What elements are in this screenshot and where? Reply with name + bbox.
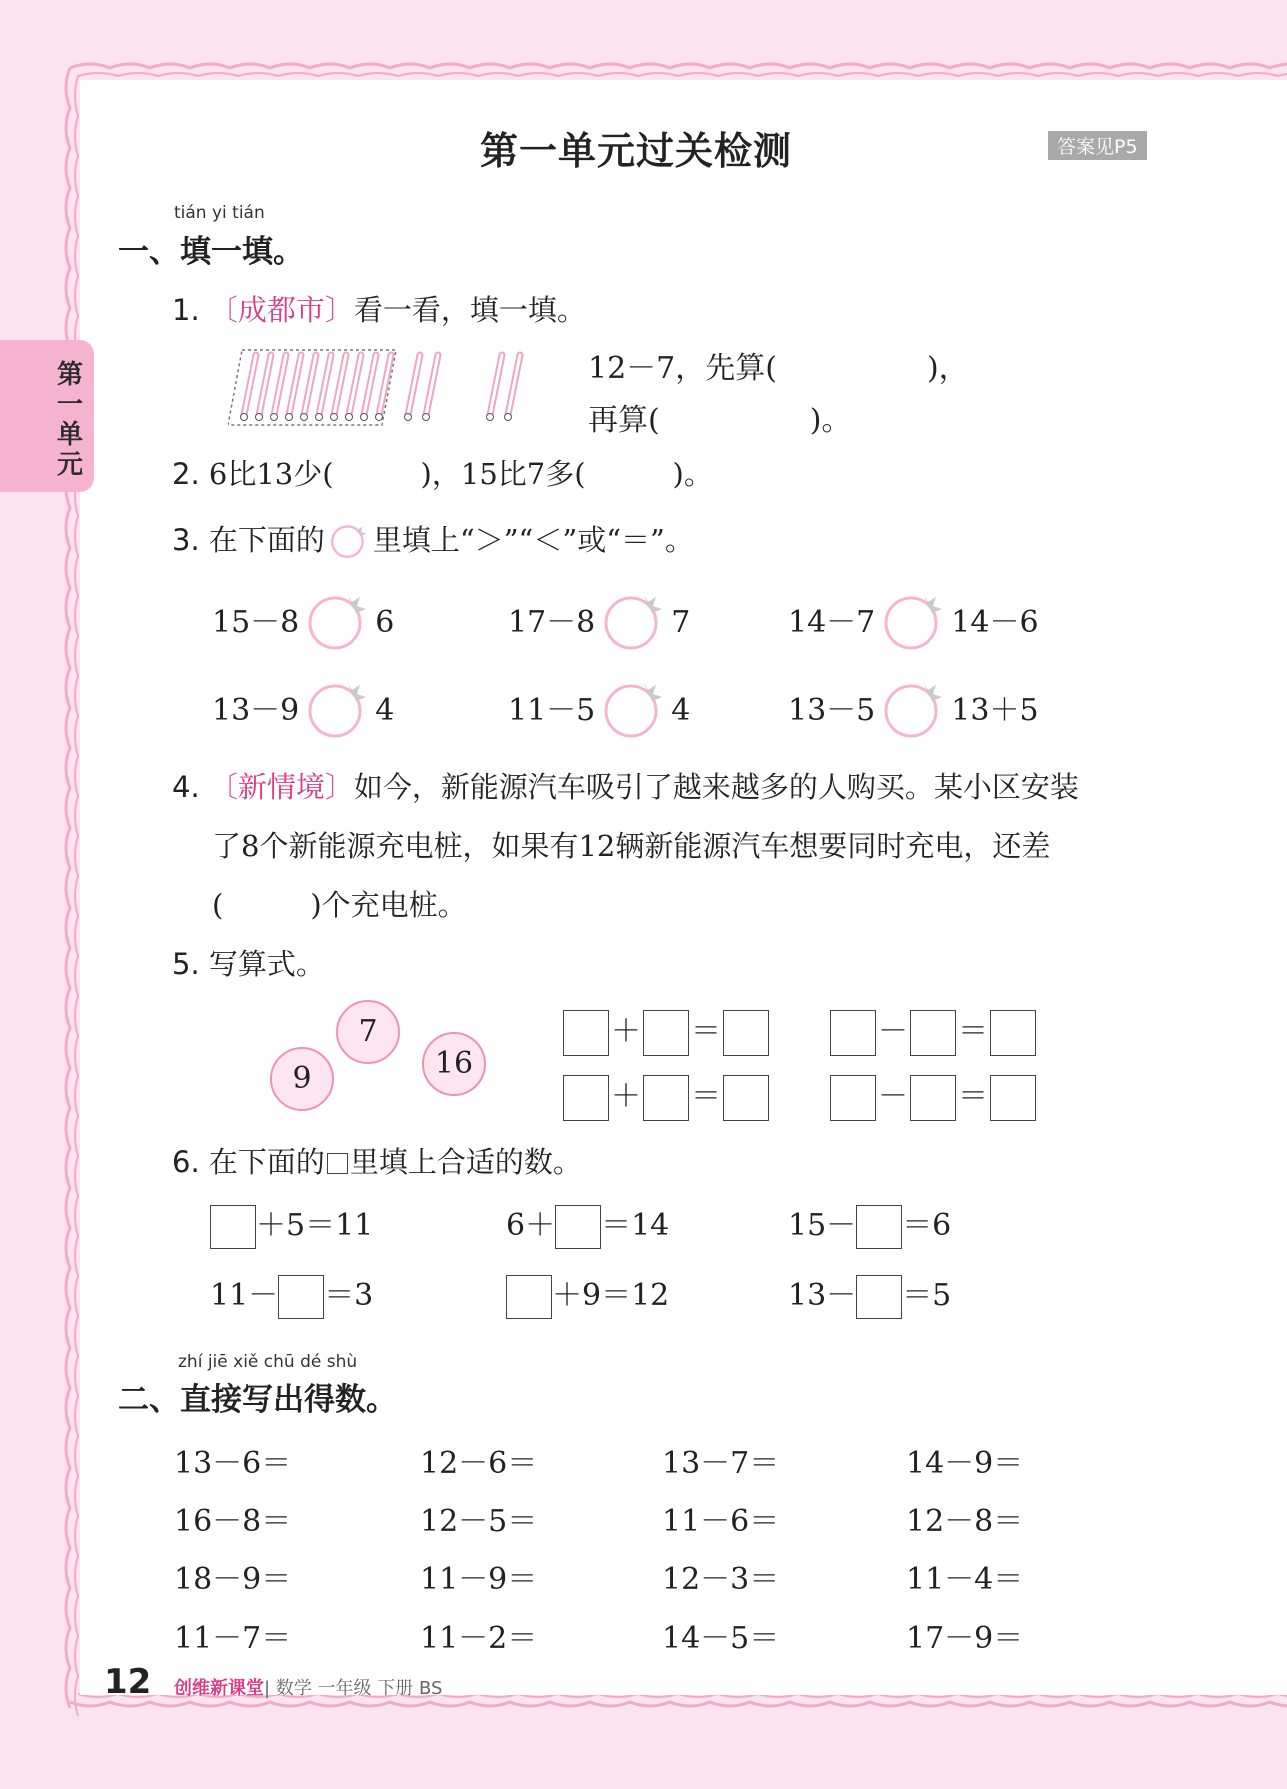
page-title: 第一单元过关检测 (480, 129, 793, 173)
counting-stick (316, 355, 332, 421)
compare-item (212, 678, 394, 738)
operator: － (878, 1079, 908, 1114)
calc-item: 11－4＝ (906, 1562, 1024, 1597)
q2-number: 2. (172, 457, 200, 491)
q1-tag: 〔成都市〕 (208, 293, 354, 327)
calc-item: 12－6＝ (420, 1446, 538, 1481)
counting-stick (256, 355, 272, 421)
q3-prompt (172, 518, 694, 560)
compare-left: 13－5 (788, 693, 876, 728)
counting-stick (361, 355, 377, 421)
q6-text-b: 里填上合适的数。 (349, 1145, 582, 1179)
answer-box[interactable] (643, 1075, 689, 1121)
q1-text: 看一看，填一填。 (353, 293, 586, 327)
answer-box[interactable] (506, 1275, 552, 1319)
counting-stick (505, 355, 521, 421)
fill-equation (210, 1270, 373, 1319)
calc-item: 12－8＝ (906, 1504, 1024, 1539)
compare-right: 4 (671, 693, 691, 728)
sticks-illustration (228, 345, 538, 430)
number-bubble: 9 (270, 1047, 334, 1111)
number-bubble: 16 (422, 1032, 486, 1096)
operator: ＝ (958, 1079, 988, 1114)
counting-stick (405, 355, 421, 421)
q4-text-line1: 如今，新能源汽车吸引了越来越多的人购买。某小区安装 (353, 770, 1079, 804)
number-bubble: 7 (336, 1000, 400, 1064)
fill-equation (210, 1200, 373, 1249)
equation-suffix: ＋5＝11 (256, 1208, 374, 1243)
section1-pinyin: tián yi tián (174, 203, 265, 223)
fill-equation (506, 1270, 669, 1319)
q3-number: 3. (172, 523, 200, 557)
compare-left: 14－7 (788, 605, 876, 640)
answer-box[interactable] (278, 1275, 324, 1319)
q6-number: 6. (172, 1145, 200, 1179)
blank-equation (563, 1071, 769, 1121)
counting-stick (241, 355, 257, 421)
compare-left: 13－9 (212, 693, 300, 728)
equation-prefix: 13－ (788, 1278, 857, 1313)
equation-suffix: ＋9＝12 (552, 1278, 670, 1313)
q4-line1 (172, 765, 1079, 806)
compare-item (508, 590, 690, 650)
calc-item: 14－9＝ (906, 1446, 1024, 1481)
answer-box[interactable] (830, 1075, 876, 1121)
compare-ring-blank[interactable] (883, 678, 943, 738)
q4-line3: ( )个充电桩。 (212, 888, 467, 922)
fill-equation (506, 1200, 669, 1249)
compare-ring-blank[interactable] (307, 590, 367, 650)
answer-box[interactable] (723, 1010, 769, 1056)
operator: ＝ (958, 1014, 988, 1049)
calc-item: 11－9＝ (420, 1562, 538, 1597)
answer-box[interactable] (723, 1075, 769, 1121)
answer-box[interactable] (563, 1075, 609, 1121)
q4-line2: 了8个新能源充电桩，如果有12辆新能源汽车想要同时充电，还差 (212, 829, 1051, 863)
counting-stick (271, 355, 287, 421)
answer-reference-badge: 答案见P5 (1048, 131, 1147, 160)
calc-item: 17－9＝ (906, 1621, 1024, 1656)
section1-heading: 一、填一填。 (118, 234, 304, 270)
counting-stick (331, 355, 347, 421)
equation-suffix: ＝6 (902, 1208, 952, 1243)
q5-number: 5. (172, 947, 200, 981)
compare-left: 17－8 (508, 605, 596, 640)
q6-prompt (172, 1140, 582, 1181)
q4-tag: 〔新情境〕 (208, 770, 354, 804)
answer-box[interactable] (830, 1010, 876, 1056)
footer-rest: | 数学 一年级 下册 BS (264, 1678, 443, 1699)
q6-text-a: 在下面的 (208, 1145, 325, 1179)
q3-text-a: 在下面的 (208, 523, 325, 557)
counting-stick (346, 355, 362, 421)
q2-text: 6比13少( )，15比7多( )。 (208, 457, 713, 491)
compare-ring-blank[interactable] (883, 590, 943, 650)
answer-box[interactable] (210, 1205, 256, 1249)
page-number: 12 (104, 1662, 152, 1702)
inline-ring-icon (329, 520, 369, 560)
compare-right: 13＋5 (951, 693, 1039, 728)
operator: － (878, 1014, 908, 1049)
equation-prefix: 11－ (210, 1278, 279, 1313)
compare-right: 7 (671, 605, 691, 640)
calc-item: 11－7＝ (174, 1621, 292, 1656)
calc-item: 13－7＝ (662, 1446, 780, 1481)
counting-stick (301, 355, 317, 421)
calc-item: 16－8＝ (174, 1504, 292, 1539)
calc-item: 14－5＝ (662, 1621, 780, 1656)
q5-text: 写算式。 (208, 947, 325, 981)
equation-suffix: ＝14 (601, 1208, 670, 1243)
footer-brand: 创维新课堂 (174, 1678, 264, 1699)
compare-right: 6 (375, 605, 395, 640)
calc-item: 11－2＝ (420, 1621, 538, 1656)
answer-box[interactable] (856, 1275, 902, 1319)
compare-left: 11－5 (508, 693, 596, 728)
counting-stick (487, 355, 503, 421)
compare-item (788, 678, 1039, 738)
compare-item (212, 590, 394, 650)
fill-equation (788, 1200, 951, 1249)
blank-equation (830, 1071, 1036, 1121)
operator: ＝ (691, 1079, 721, 1114)
answer-box[interactable] (910, 1075, 956, 1121)
fill-equation (788, 1270, 951, 1319)
compare-right: 4 (375, 693, 395, 728)
blank-equation (830, 1006, 1036, 1056)
q1-line2: 再算( )。 (588, 403, 852, 438)
compare-item (788, 590, 1039, 650)
inline-box-icon (327, 1153, 348, 1174)
equation-suffix: ＝3 (324, 1278, 374, 1313)
answer-box[interactable] (990, 1010, 1036, 1056)
side-chapter-tab-label: 第一单元 (56, 360, 83, 480)
calc-item: 12－3＝ (662, 1562, 780, 1597)
operator: ＋ (611, 1014, 641, 1049)
operator: ＋ (611, 1079, 641, 1114)
equation-prefix: 15－ (788, 1208, 857, 1243)
calc-item: 13－6＝ (174, 1446, 292, 1481)
compare-ring-blank[interactable] (603, 678, 663, 738)
calc-item: 12－5＝ (420, 1504, 538, 1539)
q4-number: 4. (172, 770, 200, 804)
q2-prompt (172, 452, 713, 493)
footer-info (174, 1674, 442, 1700)
compare-right: 14－6 (951, 605, 1039, 640)
q1-number: 1. (172, 293, 200, 327)
compare-ring-blank[interactable] (603, 590, 663, 650)
counting-stick (286, 355, 302, 421)
answer-box[interactable] (643, 1010, 689, 1056)
calc-item: 11－6＝ (662, 1504, 780, 1539)
section2-heading: 二、直接写出得数。 (118, 1382, 397, 1418)
compare-ring-blank[interactable] (307, 678, 367, 738)
answer-box[interactable] (563, 1010, 609, 1056)
answer-box[interactable] (990, 1075, 1036, 1121)
answer-box[interactable] (856, 1205, 902, 1249)
q3-text-b: 里填上“＞”“＜”或“＝”。 (372, 523, 694, 557)
blank-equation (563, 1006, 769, 1056)
q1-line1: 12－7，先算( )， (588, 351, 969, 386)
operator: ＝ (691, 1014, 721, 1049)
answer-box[interactable] (555, 1205, 601, 1249)
compare-left: 15－8 (212, 605, 300, 640)
section2-pinyin: zhí jiē xiě chū dé shù (178, 1352, 358, 1372)
counting-stick (423, 355, 439, 421)
answer-box[interactable] (910, 1010, 956, 1056)
equation-prefix: 6＋ (506, 1208, 556, 1243)
q1-prompt (172, 288, 586, 329)
calc-item: 18－9＝ (174, 1562, 292, 1597)
compare-item (508, 678, 690, 738)
equation-suffix: ＝5 (902, 1278, 952, 1313)
q5-prompt (172, 942, 325, 983)
